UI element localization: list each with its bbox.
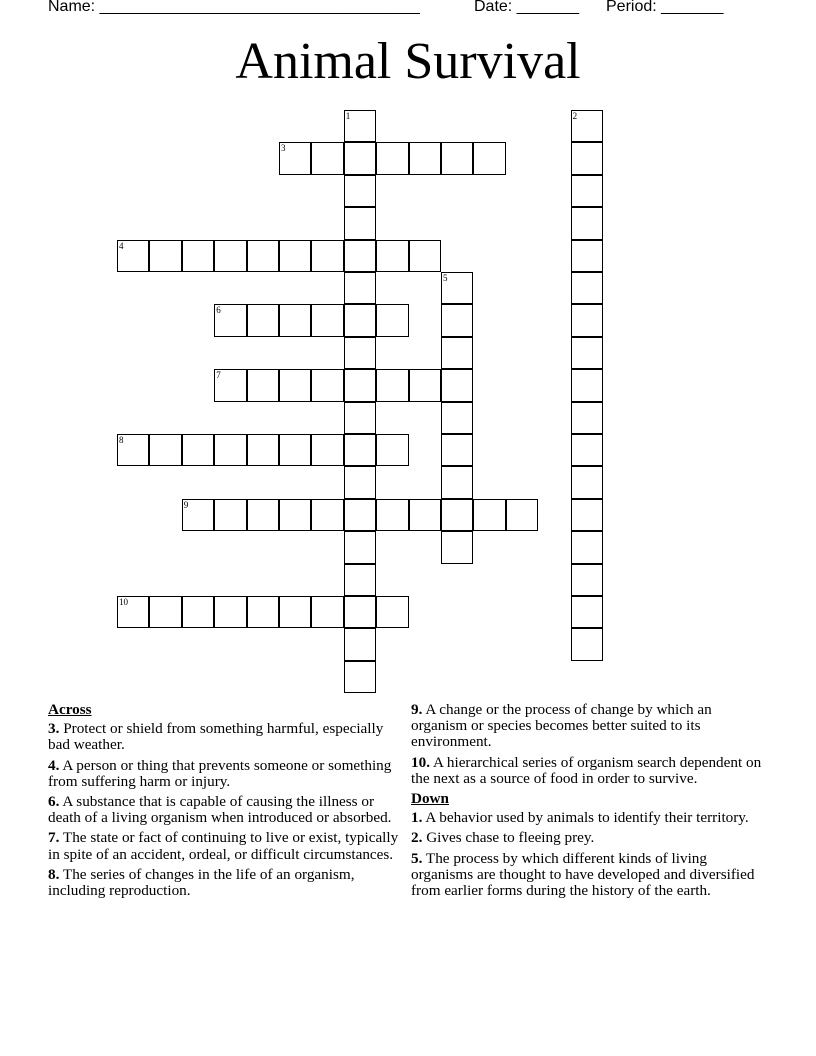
grid-cell[interactable] (344, 628, 376, 660)
grid-cell[interactable] (571, 499, 603, 531)
clue-across-7 (48, 830, 400, 862)
grid-cell[interactable] (571, 110, 603, 142)
grid-cell[interactable] (344, 142, 376, 174)
grid-cell[interactable] (344, 240, 376, 272)
grid-cell[interactable] (149, 596, 181, 628)
grid-cell[interactable] (571, 207, 603, 239)
grid-cell[interactable] (214, 369, 246, 401)
clue-text: The state or fact of continuing to live or exist, typically in spite of an accident, ordeal, or difficult circumstances. (48, 829, 399, 863)
clue-text: A substance that is capable of causing the illness or death of a living organism when introduced or absorbed. (48, 793, 392, 827)
date-field[interactable]: Date: _______ (474, 0, 579, 15)
grid-cell[interactable] (376, 240, 408, 272)
grid-cell[interactable] (409, 142, 441, 174)
clue-number: 9. (411, 701, 423, 718)
grid-cell[interactable] (441, 402, 473, 434)
clue-text: The series of changes in the life of an organism, including reproduction. (48, 865, 355, 900)
cell-number: 5 (443, 273, 448, 283)
grid-cell[interactable] (376, 596, 408, 628)
grid-cell[interactable] (376, 369, 408, 401)
grid-cell[interactable] (344, 564, 376, 596)
grid-cell[interactable] (409, 499, 441, 531)
down-heading: Down (411, 790, 449, 808)
grid-cell[interactable] (117, 240, 149, 272)
grid-cell[interactable] (279, 240, 311, 272)
grid-cell[interactable] (344, 661, 376, 693)
clue-number: 4. (48, 756, 60, 774)
grid-cell[interactable] (441, 369, 473, 401)
grid-cell[interactable] (344, 434, 376, 466)
grid-cell[interactable] (571, 337, 603, 369)
grid-cell[interactable] (571, 142, 603, 174)
grid-cell[interactable] (344, 531, 376, 563)
cell-number: 2 (572, 111, 578, 121)
grid-cell[interactable] (441, 337, 473, 369)
puzzle-title: Animal Survival (235, 33, 581, 90)
grid-cell[interactable] (344, 369, 376, 401)
grid-cell[interactable] (344, 304, 376, 336)
grid-cell[interactable] (571, 596, 603, 628)
clue-text: Protect or shield from something harmful, especially bad weather. (48, 720, 384, 754)
grid-cell[interactable] (376, 304, 408, 336)
clue-across-9 (411, 702, 771, 751)
grid-cell[interactable] (344, 207, 376, 239)
grid-cell[interactable] (311, 596, 343, 628)
grid-cell[interactable] (247, 499, 279, 531)
cell-number: 1 (345, 111, 351, 121)
grid-cell[interactable] (214, 499, 246, 531)
grid-cell[interactable] (571, 272, 603, 304)
clues-right-column (411, 702, 771, 903)
clue-text: Gives chase to fleeing prey. (426, 829, 595, 847)
grid-cell[interactable] (571, 304, 603, 336)
grid-cell[interactable] (279, 142, 311, 174)
clue-number: 3. (48, 720, 60, 738)
grid-cell[interactable] (571, 466, 603, 498)
grid-cell[interactable] (279, 304, 311, 336)
grid-cell[interactable] (376, 434, 408, 466)
grid-cell[interactable] (279, 434, 311, 466)
grid-cell[interactable] (506, 499, 538, 531)
grid-cell[interactable] (344, 337, 376, 369)
clue-down-1 (411, 810, 771, 826)
grid-cell[interactable] (571, 369, 603, 401)
clue-number: 6. (48, 793, 60, 811)
grid-cell[interactable] (182, 499, 214, 531)
grid-cell[interactable] (571, 564, 603, 596)
grid-cell[interactable] (214, 240, 246, 272)
grid-cell[interactable] (409, 369, 441, 401)
grid-cell[interactable] (149, 434, 181, 466)
grid-cell[interactable] (344, 596, 376, 628)
clue-text: A change or the process of change by which an organism or species becomes better suited to its environment. (411, 701, 712, 751)
clue-number: 7. (48, 829, 60, 847)
grid-cell[interactable] (571, 175, 603, 207)
grid-cell[interactable] (247, 596, 279, 628)
grid-cell[interactable] (247, 304, 279, 336)
grid-cell[interactable] (214, 434, 246, 466)
grid-cell[interactable] (247, 240, 279, 272)
grid-cell[interactable] (344, 402, 376, 434)
clue-text: A person or thing that prevents someone or something from suffering harm or injury. (48, 756, 392, 790)
grid-cell[interactable] (279, 499, 311, 531)
clue-across-4 (48, 758, 400, 790)
grid-cell[interactable] (182, 434, 214, 466)
grid-cell[interactable] (117, 434, 149, 466)
grid-cell[interactable] (571, 628, 603, 660)
grid-cell[interactable] (441, 531, 473, 563)
grid-cell[interactable] (441, 466, 473, 498)
grid-cell[interactable] (311, 304, 343, 336)
grid-cell[interactable] (344, 466, 376, 498)
grid-cell[interactable] (279, 596, 311, 628)
clue-down-5 (411, 851, 771, 900)
clue-down-2 (411, 830, 771, 846)
grid-cell[interactable] (182, 596, 214, 628)
grid-cell[interactable] (441, 304, 473, 336)
grid-cell[interactable] (473, 142, 505, 174)
grid-cell[interactable] (571, 531, 603, 563)
grid-cell[interactable] (571, 240, 603, 272)
grid-cell[interactable] (344, 499, 376, 531)
grid-cell[interactable] (441, 272, 473, 304)
grid-cell[interactable] (376, 142, 408, 174)
clue-across-3 (48, 721, 400, 753)
grid-cell[interactable] (117, 596, 149, 628)
clue-across-8 (48, 867, 400, 899)
clue-number: 5. (411, 849, 423, 867)
clue-text: A hierarchical series of organism search dependent on the next as a source of food in order to survive. (411, 753, 762, 787)
grid-cell[interactable] (473, 499, 505, 531)
cell-number: 10 (119, 597, 128, 607)
grid-cell[interactable] (311, 240, 343, 272)
grid-cell[interactable] (441, 142, 473, 174)
clue-number: 1. (411, 809, 423, 827)
grid-cell[interactable] (279, 369, 311, 401)
grid-cell[interactable] (311, 499, 343, 531)
clue-text: A behavior used by animals to identify their territory. (425, 809, 749, 827)
grid-cell[interactable] (247, 434, 279, 466)
grid-cell[interactable] (344, 272, 376, 304)
grid-cell[interactable] (311, 369, 343, 401)
grid-cell[interactable] (571, 402, 603, 434)
grid-cell[interactable] (571, 434, 603, 466)
grid-cell[interactable] (441, 434, 473, 466)
cell-number: 6 (216, 305, 221, 316)
grid-cell[interactable] (344, 175, 376, 207)
cell-number: 3 (281, 143, 286, 154)
across-heading: Across (48, 701, 92, 718)
grid-cell[interactable] (214, 596, 246, 628)
grid-cell[interactable] (247, 369, 279, 401)
clue-number: 2. (411, 829, 423, 847)
grid-cell[interactable] (344, 110, 376, 142)
clue-number: 8. (48, 865, 60, 883)
cell-number: 8 (119, 435, 124, 445)
grid-cell[interactable] (311, 434, 343, 466)
grid-cell[interactable] (149, 240, 181, 272)
grid-cell[interactable] (182, 240, 214, 272)
cell-number: 9 (183, 499, 189, 510)
period-field[interactable]: Period: _______ (606, 0, 724, 15)
clue-number: 10. (411, 753, 430, 771)
grid-cell[interactable] (409, 240, 441, 272)
clue-across-6 (48, 794, 400, 826)
clue-text: The process by which different kinds of living organisms are thought to have developed and diversified from earlier forms during the history of the earth. (411, 849, 755, 900)
grid-cell[interactable] (214, 304, 246, 336)
cell-number: 4 (119, 240, 124, 251)
clue-across-10 (411, 755, 771, 787)
clues-left-column (48, 702, 400, 903)
cell-number: 7 (216, 370, 221, 381)
grid-cell[interactable] (441, 499, 473, 531)
grid-cell[interactable] (376, 499, 408, 531)
grid-cell[interactable] (311, 142, 343, 174)
name-field[interactable]: Name: ____________________________________ (48, 0, 420, 15)
